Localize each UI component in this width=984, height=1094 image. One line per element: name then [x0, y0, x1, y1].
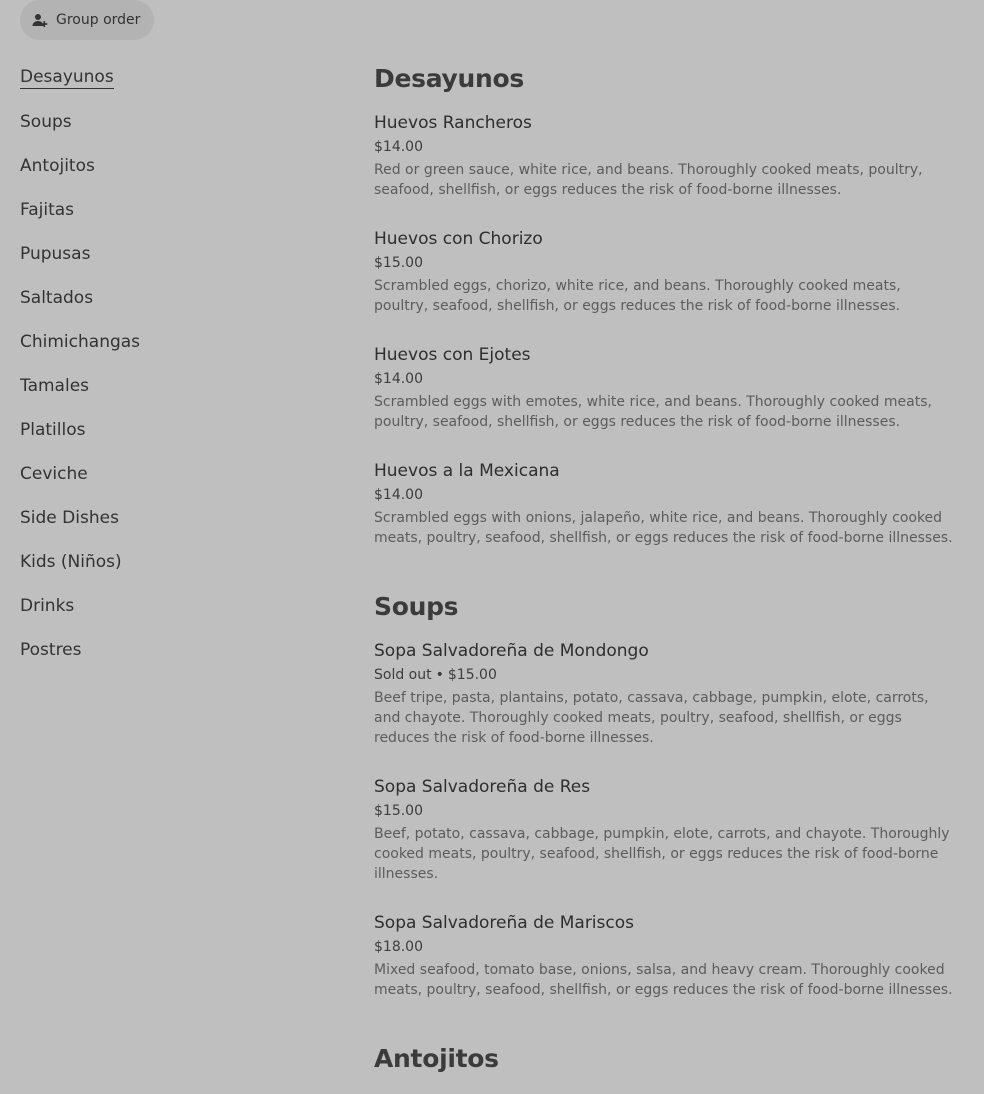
item-price-row — [374, 938, 958, 956]
sidebar-item-label: Soups — [20, 112, 72, 132]
sidebar-item-label: Kids (Niños) — [20, 552, 122, 572]
sidebar-item-soups[interactable] — [20, 100, 320, 144]
item-price-row — [374, 486, 958, 504]
item-price-row — [374, 802, 958, 820]
sidebar-item-antojitos[interactable] — [20, 144, 320, 188]
menu-section-antojitos — [374, 1042, 958, 1076]
sidebar-item-label: Desayunos — [20, 67, 114, 87]
item-price-row — [374, 666, 958, 684]
item-name: Sopa Salvadoreña de Mariscos — [374, 913, 634, 933]
price-separator: • — [435, 667, 444, 683]
sidebar-item-saltados[interactable] — [20, 276, 320, 320]
sidebar-item-label: Drinks — [20, 596, 75, 616]
item-description: Beef, potato, cassava, cabbage, pumpkin, elote, carrots, and chayote. Thoroughly cooked meats, poultry, seafood, shellfish, or eggs reduces the risk of food-borne illnesses. — [374, 826, 950, 882]
item-price-row — [374, 370, 958, 388]
menu-item[interactable] — [374, 640, 958, 748]
item-price: $15.00 — [374, 803, 423, 819]
sidebar-item-chimichangas[interactable] — [20, 320, 320, 364]
item-price-row — [374, 254, 958, 272]
menu-item[interactable] — [374, 776, 958, 884]
menu-section-soups — [374, 590, 958, 1000]
sidebar-item-drinks[interactable] — [20, 584, 320, 628]
group-order-label: Group order — [56, 12, 141, 28]
item-name: Sopa Salvadoreña de Mondongo — [374, 641, 649, 661]
sidebar-item-ceviche[interactable] — [20, 452, 320, 496]
sidebar-item-label: Antojitos — [20, 156, 95, 176]
sidebar-item-label: Postres — [20, 640, 82, 660]
item-name: Huevos con Chorizo — [374, 229, 543, 249]
item-description: Scrambled eggs with onions, jalapeño, white rice, and beans. Thoroughly cooked meats, poultry, seafood, shellfish, or eggs reduces the risk of food-borne illnesses. — [374, 510, 953, 546]
sidebar-item-postres[interactable] — [20, 628, 320, 672]
item-name: Sopa Salvadoreña de Res — [374, 777, 591, 797]
sidebar-item-label: Pupusas — [20, 244, 91, 264]
sidebar-item-label: Tamales — [20, 376, 90, 396]
category-sidebar — [20, 56, 320, 672]
add-person-icon — [32, 12, 48, 28]
sidebar-item-label: Ceviche — [20, 464, 88, 484]
menu-section-desayunos — [374, 62, 958, 548]
item-price: $14.00 — [374, 139, 423, 155]
sidebar-item-tamales[interactable] — [20, 364, 320, 408]
sold-out-label: Sold out — [374, 667, 432, 683]
menu-item[interactable] — [374, 460, 958, 548]
item-description: Scrambled eggs with emotes, white rice, and beans. Thoroughly cooked meats, poultry, seafood, shellfish, or eggs reduces the risk of food-borne illnesses. — [374, 394, 932, 430]
menu-item[interactable] — [374, 112, 958, 200]
group-order-button[interactable] — [20, 0, 154, 40]
sidebar-item-label: Side Dishes — [20, 508, 119, 528]
item-description: Beef tripe, pasta, plantains, potato, cassava, cabbage, pumpkin, elote, carrots, and chayote. Thoroughly cooked meats, poultry, seafood, shellfish, or eggs reduces the risk of food-borne illnesses. — [374, 690, 929, 746]
sidebar-item-label: Chimichangas — [20, 332, 141, 352]
sidebar-item-desayunos[interactable] — [20, 56, 320, 100]
menu-item[interactable] — [374, 912, 958, 1000]
sidebar-item-fajitas[interactable] — [20, 188, 320, 232]
section-title: Antojitos — [374, 1044, 499, 1073]
menu-item[interactable] — [374, 228, 958, 316]
menu-content — [374, 62, 958, 1094]
item-name: Huevos con Ejotes — [374, 345, 531, 365]
item-price: $18.00 — [374, 939, 423, 955]
item-price: $15.00 — [447, 667, 497, 683]
sidebar-item-side-dishes[interactable] — [20, 496, 320, 540]
item-name: Huevos a la Mexicana — [374, 461, 560, 481]
item-price: $14.00 — [374, 371, 423, 387]
item-price: $15.00 — [374, 255, 423, 271]
sidebar-item-label: Fajitas — [20, 200, 75, 220]
section-title: Desayunos — [374, 64, 524, 93]
section-title: Soups — [374, 592, 459, 621]
item-price: $14.00 — [374, 487, 423, 503]
item-price-row — [374, 138, 958, 156]
item-description: Red or green sauce, white rice, and beans. Thoroughly cooked meats, poultry, seafood, shellfish, or eggs reduces the risk of food-borne illnesses. — [374, 162, 923, 198]
sidebar-item-kids-ninos[interactable] — [20, 540, 320, 584]
sidebar-item-label: Platillos — [20, 420, 86, 440]
menu-item[interactable] — [374, 344, 958, 432]
sidebar-item-label: Saltados — [20, 288, 94, 308]
item-description: Scrambled eggs, chorizo, white rice, and beans. Thoroughly cooked meats, poultry, seafood, shellfish, or eggs reduces the risk of food-borne illnesses. — [374, 278, 901, 314]
sidebar-item-platillos[interactable] — [20, 408, 320, 452]
item-description: Mixed seafood, tomato base, onions, salsa, and heavy cream. Thoroughly cooked meats, poultry, seafood, shellfish, or eggs reduces the risk of food-borne illnesses. — [374, 962, 953, 998]
sidebar-item-pupusas[interactable] — [20, 232, 320, 276]
item-name: Huevos Rancheros — [374, 113, 532, 133]
